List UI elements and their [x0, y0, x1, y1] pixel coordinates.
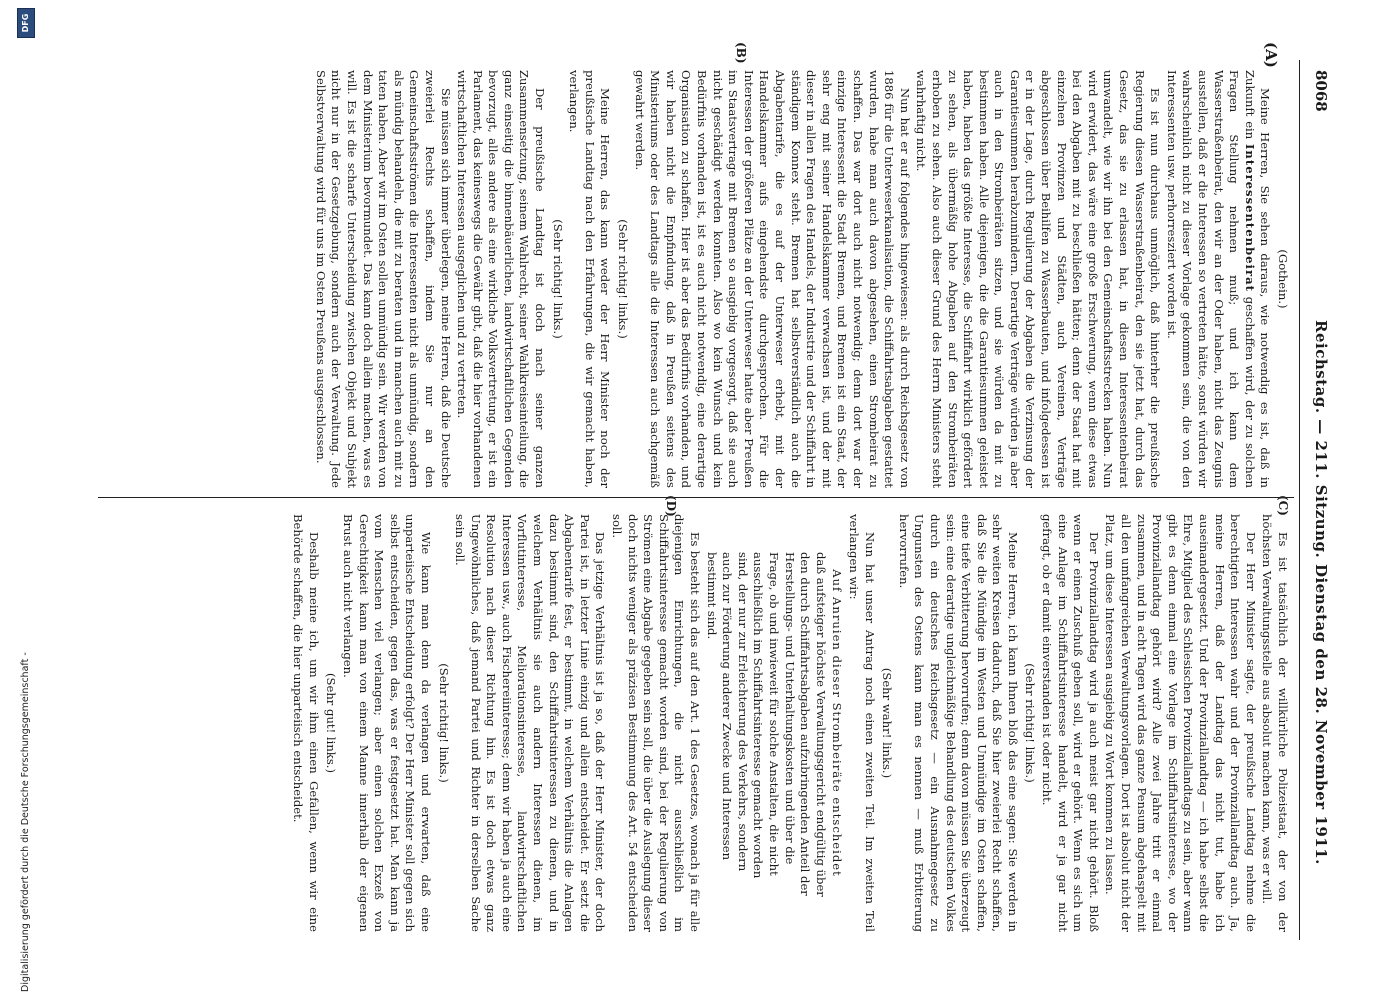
audience-reaction: (Sehr richtig! links.): [550, 219, 565, 339]
text-run: Meine Herren, Sie sehen daraus, wie notwendig es ist, daß in Zukunft ein: [1242, 70, 1273, 488]
quote-heading: Auf Anruien dieser Strombeiräte entscheidet: [830, 569, 845, 877]
running-title: Reichstag. — 211. Sitzung. Dienstag den 28. November 1911.: [1312, 320, 1330, 865]
paragraph: Nun hat er auf folgendes hingewiesen: als durch Reichsgesetz von 1886 für die Unterweserkanalisation, die Schiffahrtsabgaben gestattet wurden, habe man auch davon abgesehen, einen Strombeirat zu schaffen. Das war dort auch nicht notwendig; denn dort war der einzige Interessent die Stadt Bremen, und Bremen ist ein Staat, der sehr eng mit seiner Handelskammer verwachsen ist, und der mit dieser in allen Fragen des Handels, der Industrie und der Schiffahrt in ständigem Konnex steht. Bremen hat selbstverständlich auch die Abgabentarife, die es auf der Unterweser erhebt, mit der Handelskammer aufs eingehendste durchgesprochen. Für die Interessen der größeren Plätze an der Unterweser hatte aber Preußen im Staatsvertrage mit Bremen so ausgiebig vorgesorgt, daß sie auch nicht geschädigt werden konnten. Also wo kein Wunsch und kein Bedürfnis vorhanden ist, ist es auch nicht notwendig, eine derartige Organisation zu schaffen. Hier ist aber das Bedürfnis vorhanden, und wir haben nicht die Empfindung, daß in Preußen seitens des Ministeriums oder des Landtags alle die Interessen auch sachgemäß gewahrt werden.: [632, 70, 912, 488]
right-column: [100, 514, 1290, 932]
audience-reaction: (Sehr gut! links.): [324, 673, 339, 773]
paragraph: Sie müssen sich immer überlegen, meine Herren, daß die Deutsche zweierlei Rechts schaffen, indem Sie nur an den Gemeinschaftsströmen die Interessenten nicht als unmündig, sondern als mündig behandeln, die mit zu beraten und in manchen auch mit zu taten haben. Aber wir im Osten sollen unmündig sein. Wir werden von dem Ministerium bevormundet. Das kann doch allein machen, was es will. Es ist die scharfe Unterscheidung zwischen Objekt und Subjekt nicht nur in der Gesetzgebung, sondern auch der Verwaltung. Jede Selbstverwaltung wird für uns im Osten Preußens ausgeschlossen.: [313, 70, 453, 488]
paragraph: [1163, 70, 1272, 488]
column-divider: [98, 497, 1294, 498]
emphasized-term: Interessentenbeirat: [1242, 143, 1257, 292]
page-content: [88, 40, 1338, 952]
speaker-name: (Gothein.): [1276, 249, 1290, 309]
audience-reaction: (Sehr richtig! links.): [436, 663, 451, 783]
credit-text: Digitalisierung gefördert durch die Deutsche Forschungsgemeinschaft -: [20, 652, 31, 992]
paragraph: Meine Herren, ich kann Ihnen bloß das eine sagen: Sie werden in sehr weiten Kreisen dadurch, daß Sie hier zweierlei Recht schaffen, daß Sie die Mündige im Westen und Unmündige im Osten schaffen, eine tiefe Verbitterung hervorrufen; denn davon müssen Sie überzeugt sein: eine derartige ungleichmäßige Behandlung des deutschen Volkes durch ein deutsches Reichsgesetz — ein Ausnahmegesetz zu Ungunsten des Ostens kann man es nennen — muß Erbitterung hervorrufen.: [896, 514, 1020, 932]
audience-reaction: (Sehr richtig! links.): [1023, 663, 1038, 783]
paragraph: Nun hat unser Antrag noch einen zweiten Teil. Im zweiten Teil verlangen wir:: [846, 514, 877, 932]
paragraph: Das jetzige Verhältnis ist ja so, daß der Herr Minister, der doch Partei ist, in letzter Linie einzig und allein entscheidet. Er setzt die Abgabentarife fest, er bestimmt, in welchem Verhältnis die Anlagen dazu bestimmt sind, den Schiffahrtsinteressen zu dienen, und in welchem Verhältnis sie auch andern Interessen dienen, im Vorflutinteresse, Meliorationsinteresse, landwirtschaftlichen Interessen usw., auch Fischereiinteresse; denn wir haben ja auch eine Resolution nach dieser Richtung hin. Es ist doch etwas ganz Ungewöhnliches, daß jemand Partei und Richter in derselben Sache sein soll.: [453, 514, 608, 932]
audience-reaction: (Sehr wahr! links.): [880, 667, 895, 779]
paragraph: Es ist tatsächlich der willkürliche Polizeistaat, der von der höchsten Verwaltungsstelle aus absolut machen kann, was er will.: [1260, 514, 1290, 932]
paragraph: Wie kann man denn da verlangen und erwarten, daß eine unparteiische Entscheidung erfolgt? Der Herr Minister soll gegen sich selbst entscheiden, gegen das, was er festgesetzt hat. Man kann ja vom Menschen viel verlangen; aber einen solchen Exzeß von Gerechtigkeit kann man von einem Manne innerhalb der eigenen Brust auch nicht verlangen.: [340, 514, 433, 932]
paragraph: Es besteht sich das auf den Art. 1 des Gesetzes, wonach ja für alle diejenigen Einrichtungen, die nicht ausschließlich im Schiffahrtsinteresse gemacht worden sind, bei der Regulierung von Strömen eine Abgabe gegeben sein soll, die über die Auslegung dieser doch nichts weniger als präzisen Bestimmung des Art. 54 entscheiden soll.: [610, 514, 703, 932]
paragraph: Der Herr Minister sagte, der preußische Landtag nehme die berechtigten Interessen wahr und der Provinziallandtag auch. Ja, meine Herren, daß der Landtag das nicht tut, habe ich auseinandergesetzt. Und der Provinziallandtag — ich habe selbst die Ehre, Mitglied des Schlesischen Provinziallandtags zu sein, aber wann gibt es denn einmal eine Vorlage im Schiffahrtsinteresse, wo der Provinziallandtag gehört wird? Alle zwei Jahre tritt er einmal zusammen, und in acht Tagen wird das ganze Pensum abgehaspelt mit all den umfangreichen Verwaltungsvorlagen. Dort ist absolut nicht der Platz, um diese Interessen ausgiebig zu Wort kommen zu lassen.: [1103, 514, 1258, 932]
page-number: 8068: [1312, 70, 1330, 112]
paragraph: Meine Herren, das kann weder der Herr Minister noch der preußische Landtag nach den Erfahrungen, die wir gemacht haben, verlangen.: [567, 70, 613, 488]
margin-marker-a: (A): [1262, 42, 1280, 68]
digitization-credit: [14, 0, 38, 1000]
motion-quote: daß aufsteiger höchste Verwaltungsgericht endgültig über den durch Schiffahrtsabgaben aufzubringenden Anteil der Herstellungs- und Unterhaltungskosten und über die Frage, ob und inwieweit für solche Anstalten, die nicht ausschließlich im Schiffahrtsinteresse gemacht worden sind, der nur zur Erleichterung des Verkehrs, sondern auch zur Förderung anderer Zwecke und Interessen bestimmt sind.: [704, 552, 828, 897]
page-header: [1304, 70, 1330, 920]
paragraph: Der preußische Landtag ist doch nach seiner ganzen Zusammensetzung, seinem Wahlrecht, seiner Wahlkreiseinteilung, die ganz einseitig die binnenbäuerlichen, landwirtschaftlichen Gegenden bevorzugt, alles andere als eine wirkliche Volksvertretung, er ist ein Parlament, das keineswegs die Gewähr gibt, daß die hier vorhandenen wirtschaftlichen Interessen ausgeglichen und zu vertreten.: [455, 70, 548, 488]
dfg-logo: DFG: [17, 8, 35, 38]
paragraph: Deshalb meine ich, um wir ihm einen Gefallen, wenn wir eine Behörde schaffen, die hier unparteiisch entscheidet.: [291, 514, 321, 932]
left-column: [100, 70, 1290, 488]
margin-marker-c: (C): [1276, 495, 1290, 516]
margin-marker-d: (D): [664, 495, 678, 517]
text-run: geschaffen wird, der zu solchen Fragen Stellung nehmen muß; und ich kann dem Wasserstraßenbeirat, den wir an der Oder haben, nicht das Zeugnis ausstellen, daß er die Interessen so vertreten hätte, sonst würden wir wahrscheinlich nicht zu dieser Vorlage gekommen sein, die von den Interessenten usw. perhorresziert worden ist.: [1164, 70, 1257, 488]
paragraph: Es ist nun durchaus unmöglich, daß hinterher die preußische Regierung diesen Wasserstraßenbeirat, den sie jetzt hat, durch das Gesetz, das sie zu erlassen hat, in diesen Interessentenbeirat umwandelt, wie wir ihn bei den Gemeinschaftsstrecken haben. Nun wird erwidert, das wäre eine große Erschwerung, wenn diese etwas bei den Abgaben mit zu beschließen hätten; denn der Staat hat mit einzelnen Provinzen und Städten, auch Vereinen, Verträge abgeschlossen über Beihilfen zu Wasserbauten, und infolgedessen ist er in der Lage, durch Regulierung der Abgaben die Verzinsung der Garantiesummen herabzumindern. Derartige Verträge würden ja aber auch in den Strombeiräten sitzen, und sie würden da mit zu bestimmen haben. Alle diejenigen, die die Garantiesummen geleistet haben, haben das größte Interesse, die Schiffahrt wirklich gefördert zu sehen, als übermäßig hohe Abgaben auf den Strombeiräten erhoben zu sehen. Also auch dieser Grund des Herrn Ministers steht wahrhaftig nicht.: [914, 70, 1163, 488]
audience-reaction: (Sehr richtig! links.): [616, 219, 631, 339]
paragraph: Der Provinziallandtag wird ja auch meist gar nicht gehört. Bloß wenn er einen Zuschuß geben soll, wird er gehört. Wenn es sich um eine Anlage im Schiffahrtsinteresse handelt, wird er ja gar nicht gefragt, ob er damit einverstanden ist oder nicht.: [1040, 514, 1101, 932]
header-rule: [1299, 60, 1300, 940]
margin-marker-b: (B): [734, 42, 748, 64]
